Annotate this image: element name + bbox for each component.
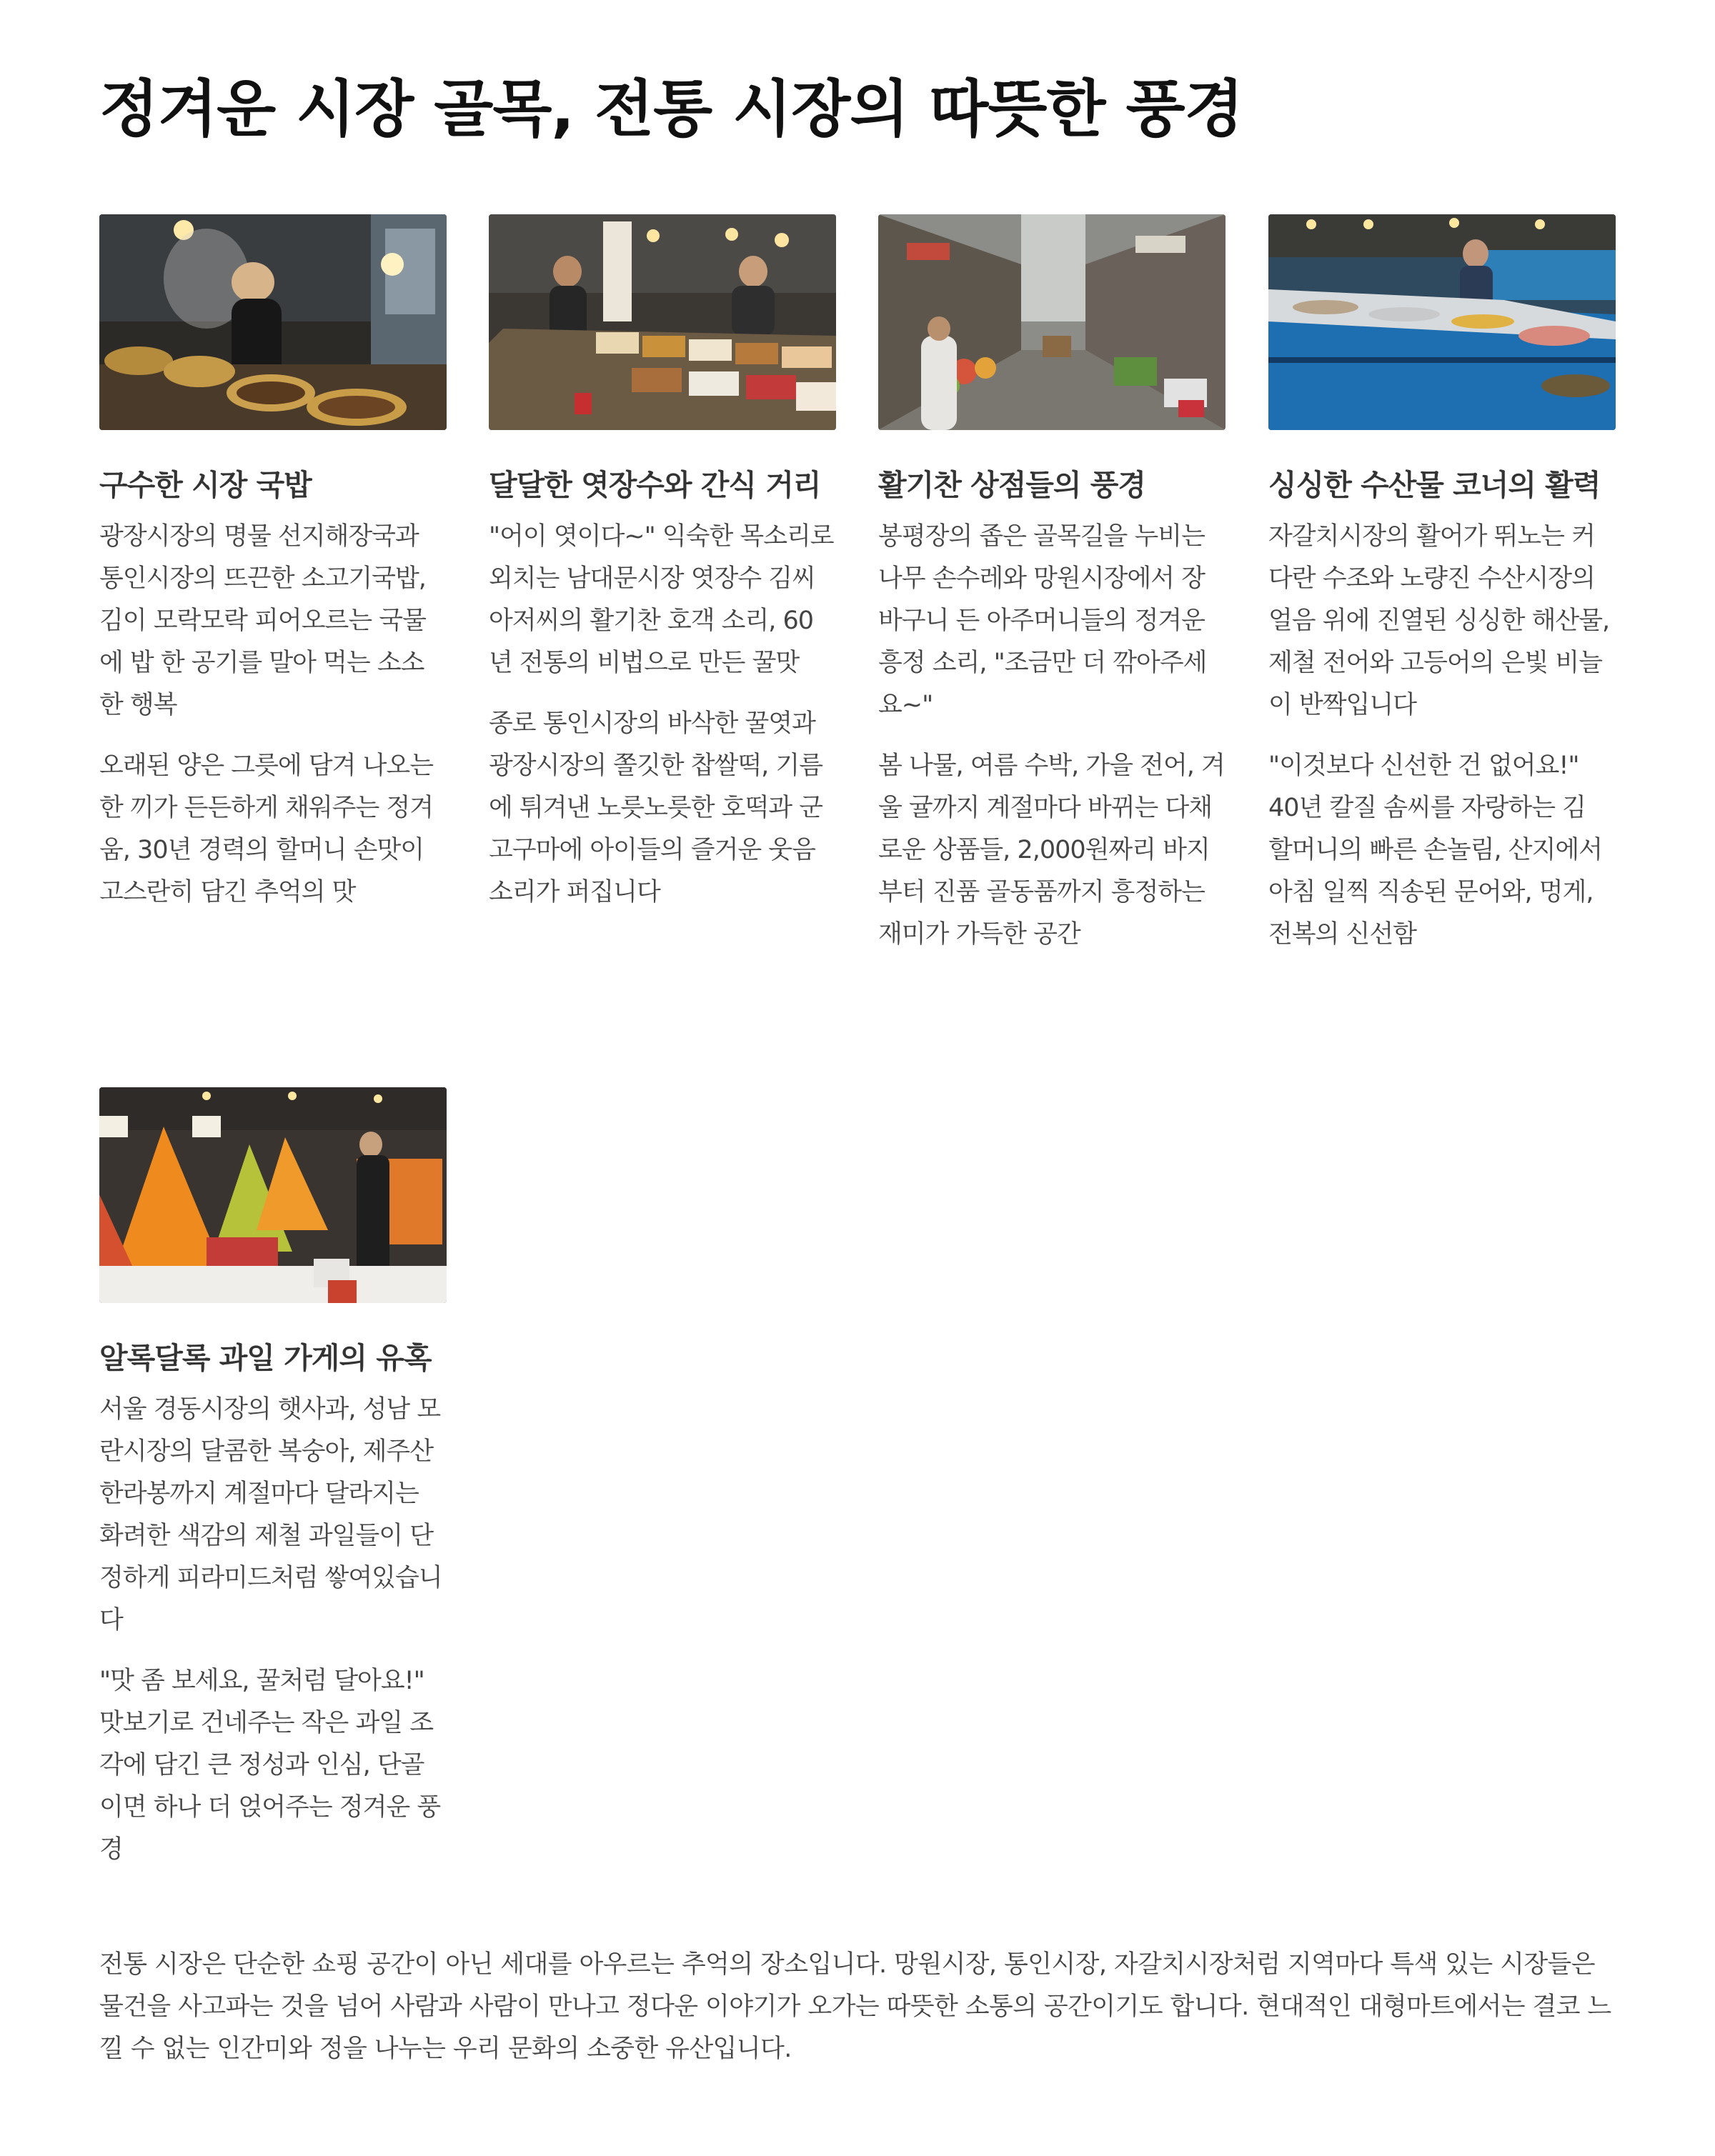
card-image-sweets — [489, 214, 836, 430]
closing-paragraph: 전통 시장은 단순한 쇼핑 공간이 아닌 세대를 아우르는 추억의 장소입니다. 망원시장, 통인시장, 자갈치시장처럼 지역마다 특색 있는 시장들은 물건을 사고파는 것을 넘어 사람과 사람이 만나고 정다운 이야기가 오가는 따뜻한 소통의 공간이기도 합니다. 현대적인 대형마트에서는 결코 느낄 수 없는 인간미와 정을 나누는 우리 문화의 소중한 유산입니다. — [99, 1950, 1611, 2063]
card-title: 달달한 엿장수와 간식 거리 — [489, 468, 821, 502]
card-paragraph: 봉평장의 좁은 골목길을 누비는 나무 손수레와 망원시장에서 장바구니 든 아주머니들의 정겨운 흥정 소리, "조금만 더 깎아주세요~" — [878, 522, 1207, 719]
card-paragraph: "맛 좀 보세요, 꿀처럼 달아요!" 맛보기로 건네주는 작은 과일 조각에 담긴 큰 정성과 인심, 단골이면 하나 더 얹어주는 정겨운 풍경 — [99, 1667, 441, 1864]
card-title: 싱싱한 수산물 코너의 활력 — [1268, 468, 1601, 502]
card-paragraph: 봄 나물, 여름 수박, 가을 전어, 겨울 귤까지 계절마다 바뀌는 다채로운 상품들, 2,000원짜리 바지부터 진품 골동품까지 흥정하는 재미가 가득한 공간 — [878, 752, 1225, 949]
card-paragraph: 서울 경동시장의 햇사과, 성남 모란시장의 달콤한 복숭아, 제주산 한라봉까지 계절마다 달라지는 화려한 색감의 제철 과일들이 단정하게 피라미드처럼 쌓여있습니다 — [99, 1395, 442, 1635]
page-title: 정겨운 시장 골목, 전통 시장의 따뜻한 풍경 — [99, 74, 1243, 145]
card-alley — [878, 214, 1226, 956]
card-paragraph: 오래된 양은 그릇에 담겨 나오는 한 끼가 든든하게 채워주는 정겨움, 30년 경력의 할머니 손맛이 고스란히 담긴 추억의 맛 — [99, 752, 434, 907]
card-paragraph: "어이 엿이다~" 익숙한 목소리로 외치는 남대문시장 엿장수 김씨 아저씨의 활기찬 호객 소리, 60년 전통의 비법으로 만든 꿀맛 — [489, 522, 834, 677]
card-image-alley — [878, 214, 1226, 430]
card-image-gukbap — [99, 214, 447, 430]
card-paragraph: "이것보다 신선한 건 없어요!" 40년 칼질 솜씨를 자랑하는 김 할머니의 빠른 손놀림, 산지에서 아침 일찍 직송된 문어와, 멍게, 전복의 신선함 — [1268, 752, 1603, 949]
card-fruit — [99, 1087, 447, 1871]
card-title: 활기찬 상점들의 풍경 — [878, 468, 1146, 502]
card-image-fruit — [99, 1087, 447, 1303]
card-title: 알록달록 과일 가게의 유혹 — [99, 1341, 432, 1375]
card-paragraph: 종로 통인시장의 바삭한 꿀엿과 광장시장의 쫄깃한 찹쌀떡, 기름에 튀겨낸 노릇노릇한 호떡과 군고구마에 아이들의 즐거운 웃음소리가 퍼집니다 — [489, 709, 823, 907]
card-title: 구수한 시장 국밥 — [99, 468, 312, 502]
card-image-seafood — [1268, 214, 1616, 430]
card-seafood — [1268, 214, 1616, 956]
card-gukbap — [99, 214, 447, 914]
card-sweets — [489, 214, 836, 914]
card-paragraph: 자갈치시장의 활어가 뛰노는 커다란 수조와 노량진 수산시장의 얼음 위에 진열된 싱싱한 해산물, 제철 전어와 고등어의 은빛 비늘이 반짝입니다 — [1268, 522, 1610, 719]
card-paragraph: 광장시장의 명물 선지해장국과 통인시장의 뜨끈한 소고기국밥, 김이 모락모락 피어오르는 국물에 밥 한 공기를 말아 먹는 소소한 행복 — [99, 522, 426, 719]
